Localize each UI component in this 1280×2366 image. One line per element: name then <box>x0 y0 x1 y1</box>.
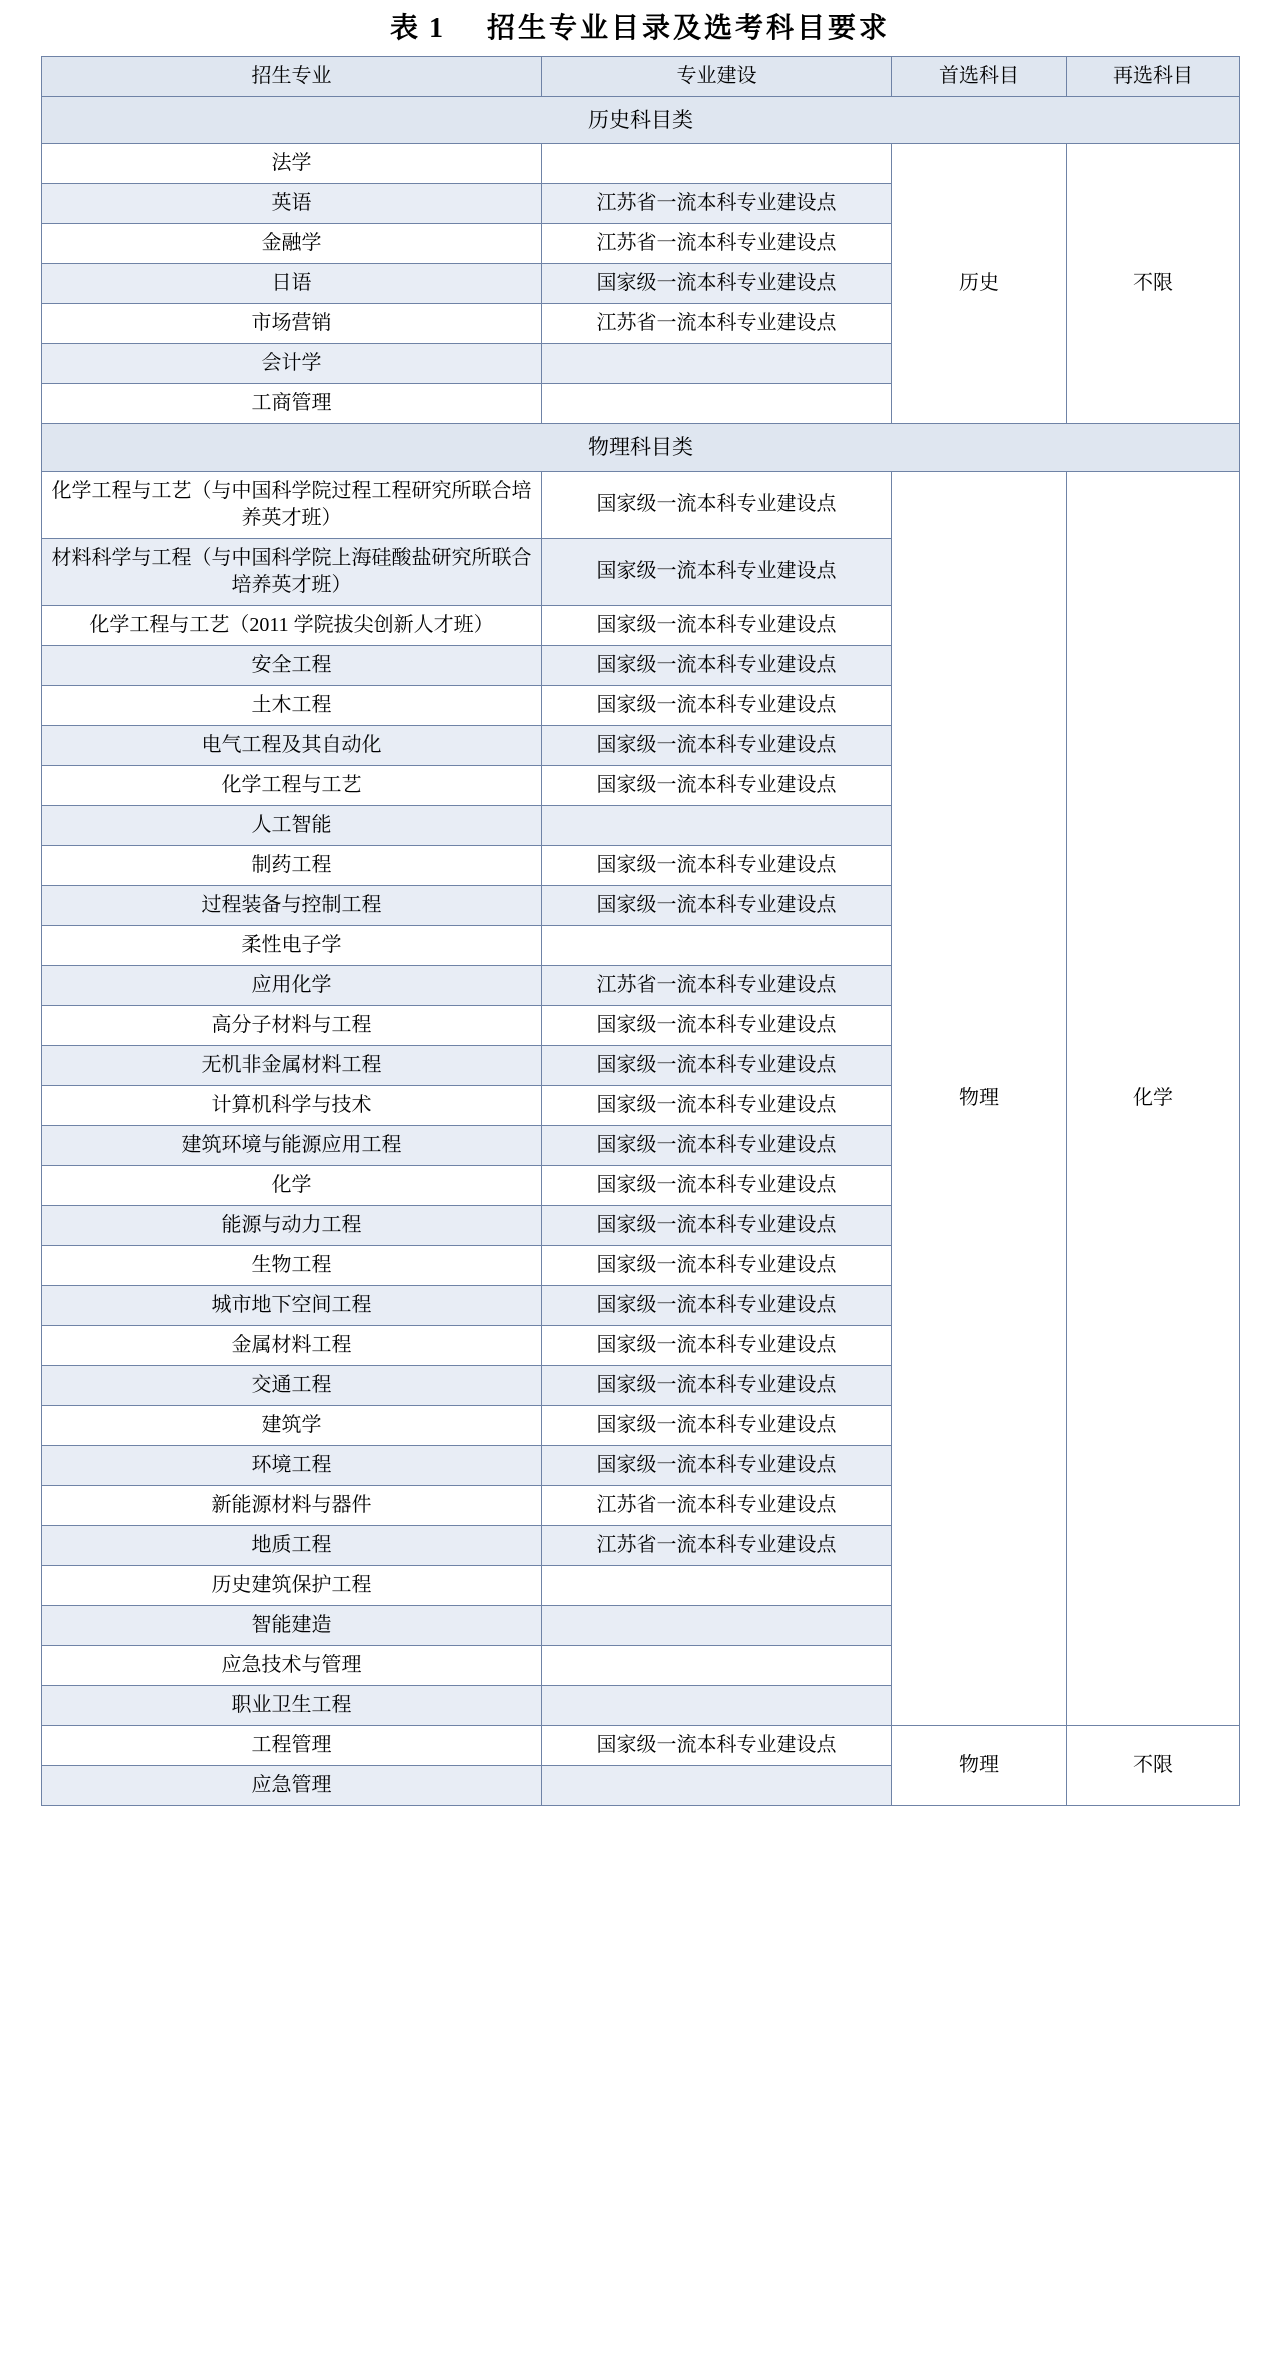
major-name: 英语 <box>42 184 542 224</box>
table-title <box>0 0 1280 56</box>
major-build <box>542 925 892 965</box>
group-title-history: 历史科目类 <box>42 97 1240 144</box>
table-row <box>42 144 1240 184</box>
major-build <box>542 805 892 845</box>
major-name: 应用化学 <box>42 965 542 1005</box>
major-name: 无机非金属材料工程 <box>42 1045 542 1085</box>
major-build: 国家级一流本科专业建设点 <box>542 1325 892 1365</box>
major-name: 环境工程 <box>42 1445 542 1485</box>
major-build: 国家级一流本科专业建设点 <box>542 685 892 725</box>
major-name: 智能建造 <box>42 1605 542 1645</box>
major-name: 金融学 <box>42 224 542 264</box>
major-name: 应急技术与管理 <box>42 1645 542 1685</box>
admission-majors-table <box>41 56 1240 1806</box>
major-build: 国家级一流本科专业建设点 <box>542 645 892 685</box>
major-name: 土木工程 <box>42 685 542 725</box>
major-build <box>542 144 892 184</box>
major-build <box>542 1605 892 1645</box>
major-build: 国家级一流本科专业建设点 <box>542 845 892 885</box>
major-build <box>542 384 892 424</box>
major-name: 化学工程与工艺 <box>42 765 542 805</box>
table-row <box>42 471 1240 538</box>
major-name: 化学 <box>42 1165 542 1205</box>
second-subject-history: 不限 <box>1067 144 1240 424</box>
major-build: 国家级一流本科专业建设点 <box>542 1245 892 1285</box>
major-name: 制药工程 <box>42 845 542 885</box>
major-build: 江苏省一流本科专业建设点 <box>542 1485 892 1525</box>
major-build: 江苏省一流本科专业建设点 <box>542 1525 892 1565</box>
major-build: 国家级一流本科专业建设点 <box>542 1125 892 1165</box>
major-name: 建筑环境与能源应用工程 <box>42 1125 542 1165</box>
header-row <box>42 57 1240 97</box>
major-build: 江苏省一流本科专业建设点 <box>542 965 892 1005</box>
major-build <box>542 1645 892 1685</box>
major-name: 法学 <box>42 144 542 184</box>
major-name: 历史建筑保护工程 <box>42 1565 542 1605</box>
major-name: 生物工程 <box>42 1245 542 1285</box>
major-build: 国家级一流本科专业建设点 <box>542 538 892 605</box>
group-header-row <box>42 97 1240 144</box>
major-build: 国家级一流本科专业建设点 <box>542 1005 892 1045</box>
major-build <box>542 1685 892 1725</box>
major-name: 建筑学 <box>42 1405 542 1445</box>
header-build: 专业建设 <box>542 57 892 97</box>
table-row <box>42 1725 1240 1765</box>
table-head <box>42 57 1240 97</box>
second-subject-open: 不限 <box>1067 1725 1240 1805</box>
major-name: 电气工程及其自动化 <box>42 725 542 765</box>
major-name: 交通工程 <box>42 1365 542 1405</box>
second-subject-physics: 化学 <box>1067 471 1240 1725</box>
group-header-row <box>42 424 1240 471</box>
header-major: 招生专业 <box>42 57 542 97</box>
major-name: 金属材料工程 <box>42 1325 542 1365</box>
major-name: 柔性电子学 <box>42 925 542 965</box>
major-name: 新能源材料与器件 <box>42 1485 542 1525</box>
major-build: 国家级一流本科专业建设点 <box>542 1405 892 1445</box>
first-subject-physics: 物理 <box>892 471 1067 1725</box>
major-build: 国家级一流本科专业建设点 <box>542 1045 892 1085</box>
table-number: 表 1 <box>389 13 445 44</box>
header-second-subject: 再选科目 <box>1067 57 1240 97</box>
major-name: 工程管理 <box>42 1725 542 1765</box>
table-caption: 招生专业目录及选考科目要求 <box>487 13 891 44</box>
major-name: 会计学 <box>42 344 542 384</box>
major-name: 人工智能 <box>42 805 542 845</box>
major-build <box>542 1565 892 1605</box>
major-name: 安全工程 <box>42 645 542 685</box>
header-first-subject: 首选科目 <box>892 57 1067 97</box>
group-title-physics: 物理科目类 <box>42 424 1240 471</box>
major-build <box>542 1765 892 1805</box>
major-build: 国家级一流本科专业建设点 <box>542 264 892 304</box>
major-build: 国家级一流本科专业建设点 <box>542 1445 892 1485</box>
first-subject-history: 历史 <box>892 144 1067 424</box>
first-subject-physics-open: 物理 <box>892 1725 1067 1805</box>
major-name: 应急管理 <box>42 1765 542 1805</box>
major-build: 江苏省一流本科专业建设点 <box>542 184 892 224</box>
major-build <box>542 344 892 384</box>
major-name: 职业卫生工程 <box>42 1685 542 1725</box>
major-build: 国家级一流本科专业建设点 <box>542 1285 892 1325</box>
major-build: 国家级一流本科专业建设点 <box>542 1165 892 1205</box>
major-build: 国家级一流本科专业建设点 <box>542 605 892 645</box>
major-name: 化学工程与工艺（与中国科学院过程工程研究所联合培养英才班） <box>42 471 542 538</box>
major-name: 城市地下空间工程 <box>42 1285 542 1325</box>
major-build: 国家级一流本科专业建设点 <box>542 1365 892 1405</box>
major-build: 国家级一流本科专业建设点 <box>542 471 892 538</box>
major-build: 国家级一流本科专业建设点 <box>542 1725 892 1765</box>
major-name: 计算机科学与技术 <box>42 1085 542 1125</box>
major-name: 高分子材料与工程 <box>42 1005 542 1045</box>
major-name: 日语 <box>42 264 542 304</box>
major-name: 市场营销 <box>42 304 542 344</box>
table-body <box>42 97 1240 1806</box>
major-build: 国家级一流本科专业建设点 <box>542 1085 892 1125</box>
major-build: 国家级一流本科专业建设点 <box>542 1205 892 1245</box>
major-name: 材料科学与工程（与中国科学院上海硅酸盐研究所联合培养英才班） <box>42 538 542 605</box>
major-build: 江苏省一流本科专业建设点 <box>542 224 892 264</box>
major-build: 国家级一流本科专业建设点 <box>542 765 892 805</box>
major-build: 国家级一流本科专业建设点 <box>542 885 892 925</box>
major-name: 工商管理 <box>42 384 542 424</box>
major-build: 江苏省一流本科专业建设点 <box>542 304 892 344</box>
major-name: 能源与动力工程 <box>42 1205 542 1245</box>
major-name: 地质工程 <box>42 1525 542 1565</box>
major-name: 过程装备与控制工程 <box>42 885 542 925</box>
major-name: 化学工程与工艺（2011 学院拔尖创新人才班） <box>42 605 542 645</box>
major-build: 国家级一流本科专业建设点 <box>542 725 892 765</box>
